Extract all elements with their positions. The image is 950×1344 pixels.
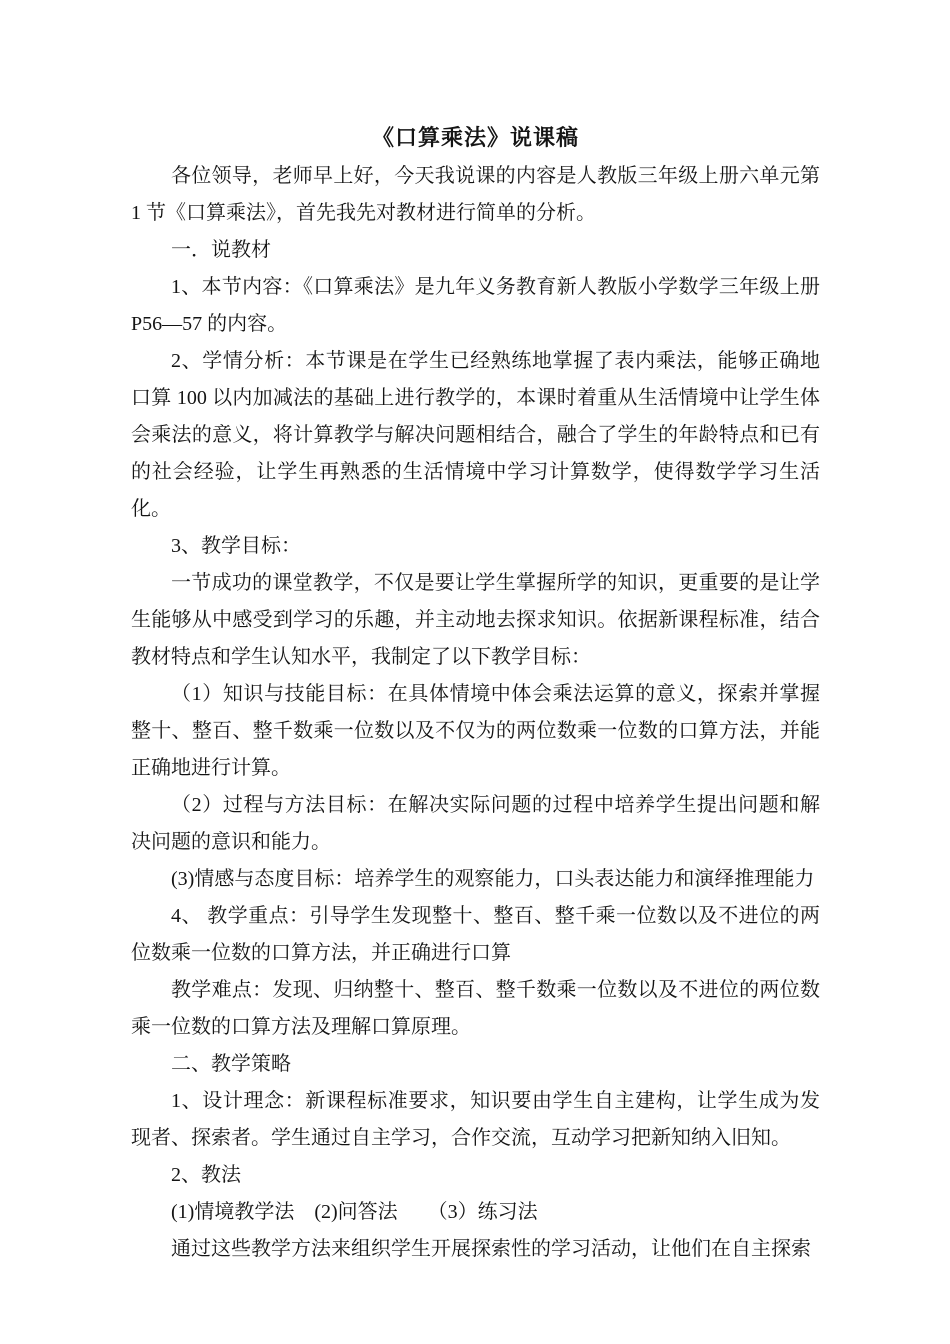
document-title: 《口算乘法》说课稿 (371, 125, 579, 150)
paragraph-goal-process: （2）过程与方法目标：在解决实际问题的过程中培养学生提出问题和解决问题的意识和能力。 (131, 794, 820, 853)
document-content (131, 118, 825, 1268)
paragraph-methods-list: (1)情境教学法 (2)问答法 （3）练习法 (171, 1201, 538, 1223)
paragraph-teaching-difficulty: 教学难点：发现、归纳整十、整百、整千数乘一位数以及不进位的两位数乘一位数的口算方法及理解口算原理。 (131, 979, 820, 1038)
paragraph-goals-heading: 3、教学目标： (171, 535, 301, 557)
paragraph-section2-heading: 二、教学策略 (171, 1053, 291, 1075)
paragraph-goal-affective: (3)情感与态度目标：培养学生的观察能力，口头表达能力和演绎推理能力 (171, 868, 815, 890)
paragraph-methods-heading: 2、教法 (171, 1164, 241, 1186)
paragraph-teaching-focus: 4、 教学重点：引导学生发现整十、整百、整千乘一位数以及不进位的两位数乘一位数的口算方法，并正确进行口算 (131, 905, 820, 964)
paragraph-section1-heading: 一．说教材 (171, 239, 271, 261)
paragraph-content-scope: 1、本节内容：《口算乘法》是九年义务教育新人教版小学数学三年级上册 P56—57 的内容。 (131, 276, 825, 335)
paragraph-methods-purpose: 通过这些教学方法来组织学生开展探索性的学习活动，让他们在自主探索 (171, 1238, 811, 1260)
paragraph-design-concept: 1、设计理念：新课程标准要求，知识要由学生自主建构，让学生成为发现者、探索者。学生通过自主学习，合作交流，互动学习把新知纳入旧知。 (131, 1090, 820, 1149)
paragraph-goals-intro: 一节成功的课堂教学，不仅是要让学生掌握所学的知识，更重要的是让学生能够从中感受到学习的乐趣，并主动地去探求知识。依据新课程标准，结合教材特点和学生认知水平，我制定了以下教学目标： (131, 572, 820, 668)
paragraph-goal-knowledge: （1）知识与技能目标：在具体情境中体会乘法运算的意义，探索并掌握整十、整百、整千数乘一位数以及不仅为的两位数乘一位数的口算方法，并能正确地进行计算。 (131, 683, 820, 779)
paragraph-intro: 各位领导，老师早上好，今天我说课的内容是人教版三年级上册六单元第 1 节《口算乘法》，首先我先对教材进行简单的分析。 (131, 165, 825, 224)
paragraph-learner-analysis: 2、学情分析：本节课是在学生已经熟练地掌握了表内乘法，能够正确地口算 100 以内加减法的基础上进行教学的，本课时着重从生活情境中让学生体会乘法的意义，将计算教学与解决问题相结合，融合了学生的年龄特点和已有的社会经验，让学生再熟悉的生活情境中学习计算数学，使得数学学习生活化。 (131, 350, 820, 520)
